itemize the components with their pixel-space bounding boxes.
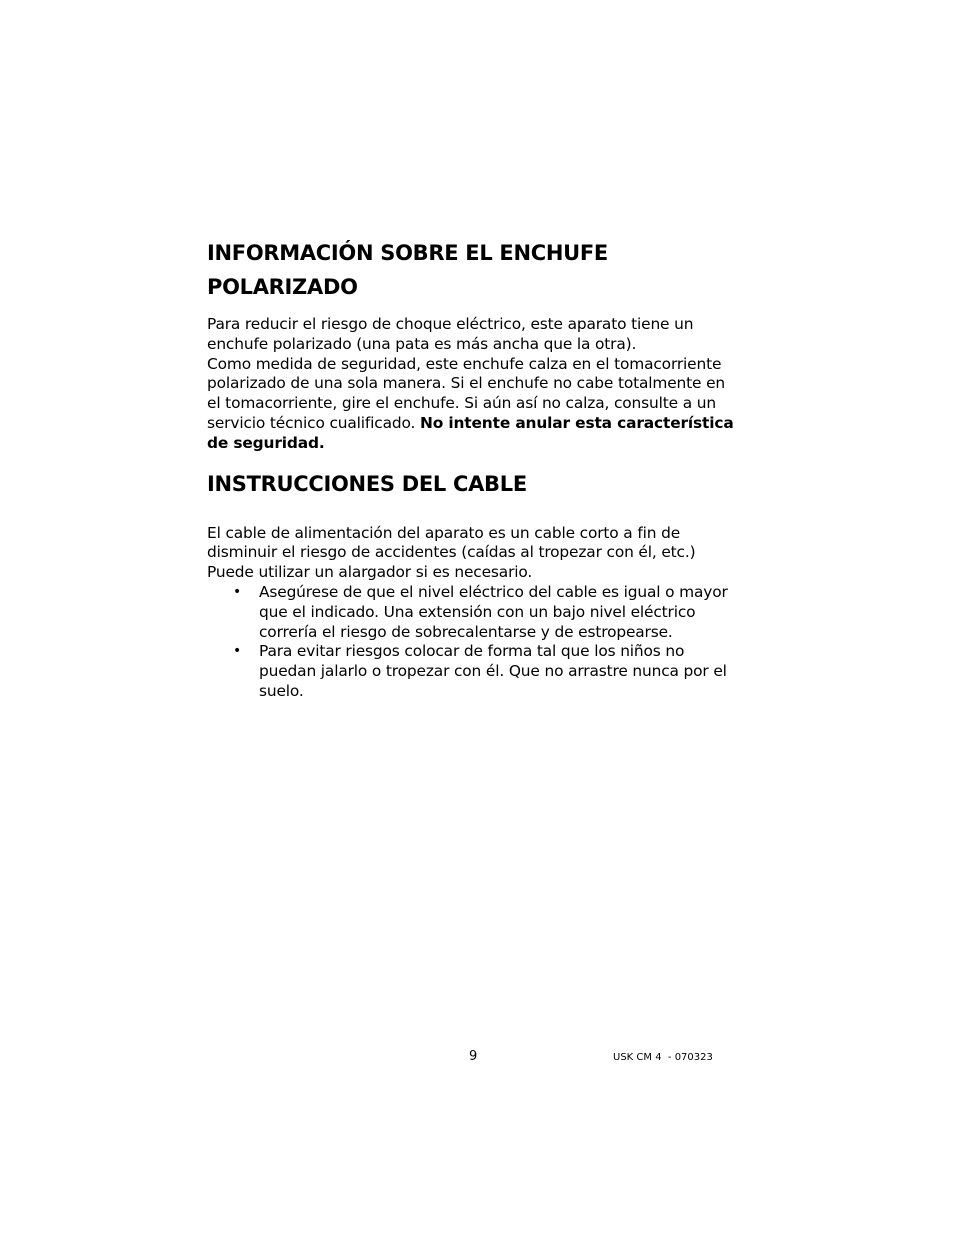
paragraph-polarized-safety <box>207 355 742 454</box>
paragraph-polarized-safety-text: Como medida de seguridad, este enchufe calza en el tomacorriente polarizado de una sola manera. Si el enchufe no cabe totalmente en el tomacorriente, gire el enchufe. Si aún así no calza, consulte a un servicio técnico cualificado. <box>207 354 726 432</box>
paragraph-polarized-intro: Para reducir el riesgo de choque eléctrico, este aparato tiene un enchufe polarizado (una pata es más ancha que la otra). <box>207 315 694 353</box>
page-content <box>207 236 742 702</box>
section-heading-cable-instructions: INSTRUCCIONES DEL CABLE <box>207 471 527 496</box>
section-heading-polarized-plug: INFORMACIÓN SOBRE EL ENCHUFE POLARIZADO <box>207 241 608 299</box>
list-item <box>207 642 742 701</box>
paragraph-cable-intro: El cable de alimentación del aparato es un cable corto a fin de disminuir el riesgo de accidentes (caídas al tropezar con él, etc.) Puede utilizar un alargador si es necesario. <box>207 523 696 582</box>
list-item-text: Para evitar riesgos colocar de forma tal que los niños no puedan jalarlo o tropezar con él. Que no arrastre nunca por el suelo. <box>259 642 727 700</box>
cable-bullet-list <box>207 583 742 702</box>
list-item-text: Asegúrese de que el nivel eléctrico del cable es igual o mayor que el indicado. Una extensión con un bajo nivel eléctrico correría el riesgo de sobrecalentarse y de estropearse. <box>259 582 728 641</box>
bullet-icon: • <box>233 583 242 600</box>
list-item <box>207 583 742 642</box>
page-number: 9 <box>469 1049 478 1064</box>
bullet-icon: • <box>233 643 242 660</box>
paragraph-polarized-warning: No intente anular esta característica de seguridad. <box>207 413 734 452</box>
document-code: USK CM 4 - 070323 <box>613 1052 713 1063</box>
